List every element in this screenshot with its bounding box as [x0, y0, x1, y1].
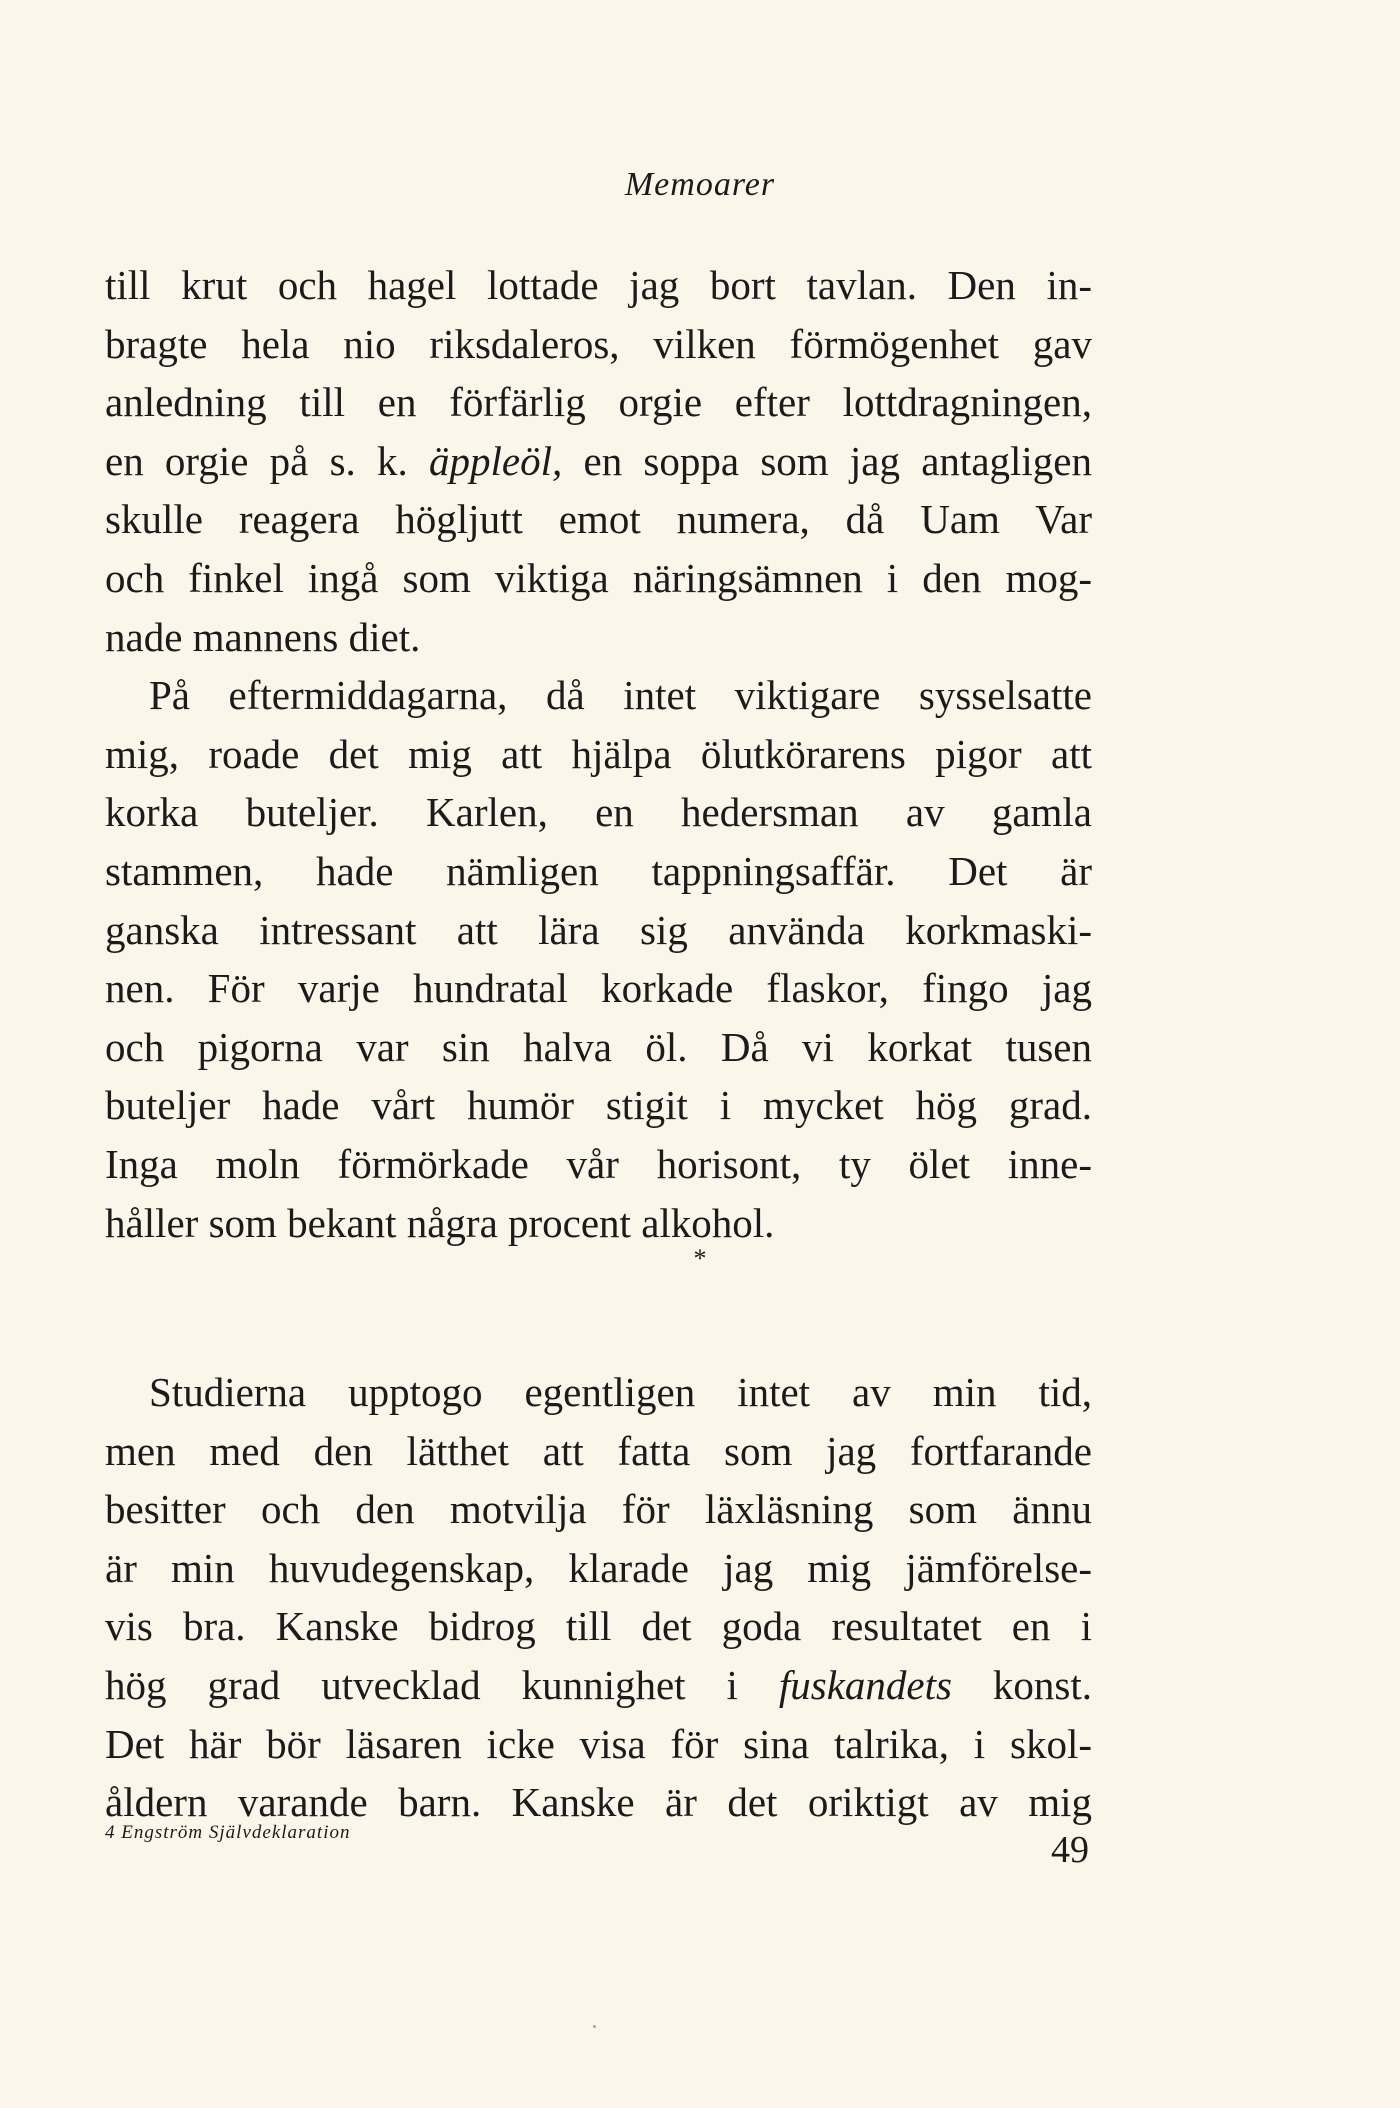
- text-line: [105, 432, 1092, 491]
- text-line: nen. För varje hundratal korkade flaskor, fingo jag: [105, 965, 1092, 1012]
- paragraph-2: [105, 666, 1092, 1252]
- paragraph-3: [105, 1363, 1092, 1832]
- text-line: korka buteljer. Karlen, en hedersman av gamla: [105, 789, 1092, 836]
- page-number: 49: [1051, 1829, 1089, 1871]
- paragraph-1: [105, 256, 1092, 666]
- italic-term: fuskandets: [778, 1661, 952, 1708]
- running-title: Memoarer: [624, 166, 776, 203]
- text-line: är min huvudegenskap, klarade jag mig jämförelse-: [105, 1544, 1092, 1591]
- text-line: nade mannens diet.: [105, 613, 421, 660]
- text-line: stammen, hade nämligen tappningsaffär. Det är: [105, 847, 1092, 894]
- text-line: åldern varande barn. Kanske är det oriktigt av mig: [105, 1779, 1092, 1826]
- text-line-end: konst.: [951, 1661, 1092, 1708]
- text-line: buteljer hade vårt humör stigit i mycket hög grad.: [105, 1082, 1092, 1129]
- text-line: håller som bekant några procent alkohol.: [105, 1199, 775, 1246]
- text-line-end: en soppa som jag antagligen: [562, 437, 1092, 484]
- text-line: men med den lätthet att fatta som jag fortfarande: [105, 1427, 1092, 1474]
- text-line: besitter och den motvilja för läxläsning som ännu: [105, 1486, 1092, 1533]
- text-line: På eftermiddagarna, då intet viktigare sysselsatte: [149, 672, 1092, 719]
- text-line: ganska intressant att lära sig använda korkmaski-: [105, 906, 1092, 953]
- text-line-start: en orgie på s. k.: [105, 437, 430, 484]
- text-line: Studierna upptogo egentligen intet av min tid,: [149, 1369, 1092, 1415]
- text-line-start: hög grad utvecklad kunnighet i: [105, 1661, 779, 1708]
- text-line: bragte hela nio riksdaleros, vilken förmögenhet gav: [105, 320, 1092, 367]
- signature-mark: 4 Engström Självdeklaration: [105, 1822, 351, 1843]
- italic-term: äppleöl,: [429, 437, 563, 484]
- paper-speck: [593, 2025, 596, 2028]
- text-line: Det här bör läsaren icke visa för sina talrika, i skol-: [105, 1720, 1092, 1767]
- text-line: Inga moln förmörkade vår horisont, ty ölet inne-: [105, 1140, 1092, 1187]
- text-line: till krut och hagel lottade jag bort tavlan. Den in-: [105, 262, 1092, 308]
- section-separator: *: [693, 1244, 707, 1273]
- text-line: [105, 1656, 1092, 1715]
- text-line: mig, roade det mig att hjälpa ölutkörarens pigor att: [105, 730, 1092, 777]
- text-line: och finkel ingå som viktiga näringsämnen i den mog-: [105, 554, 1092, 601]
- text-line: vis bra. Kanske bidrog till det goda resultatet en i: [105, 1603, 1092, 1650]
- text-line: skulle reagera högljutt emot numera, då Uam Var: [105, 496, 1092, 543]
- text-block-bottom: [105, 1363, 1092, 1832]
- text-line: anledning till en förfärlig orgie efter lottdragningen,: [105, 379, 1092, 426]
- text-line: och pigorna var sin halva öl. Då vi korkat tusen: [105, 1023, 1092, 1070]
- text-block-top: [105, 256, 1092, 1252]
